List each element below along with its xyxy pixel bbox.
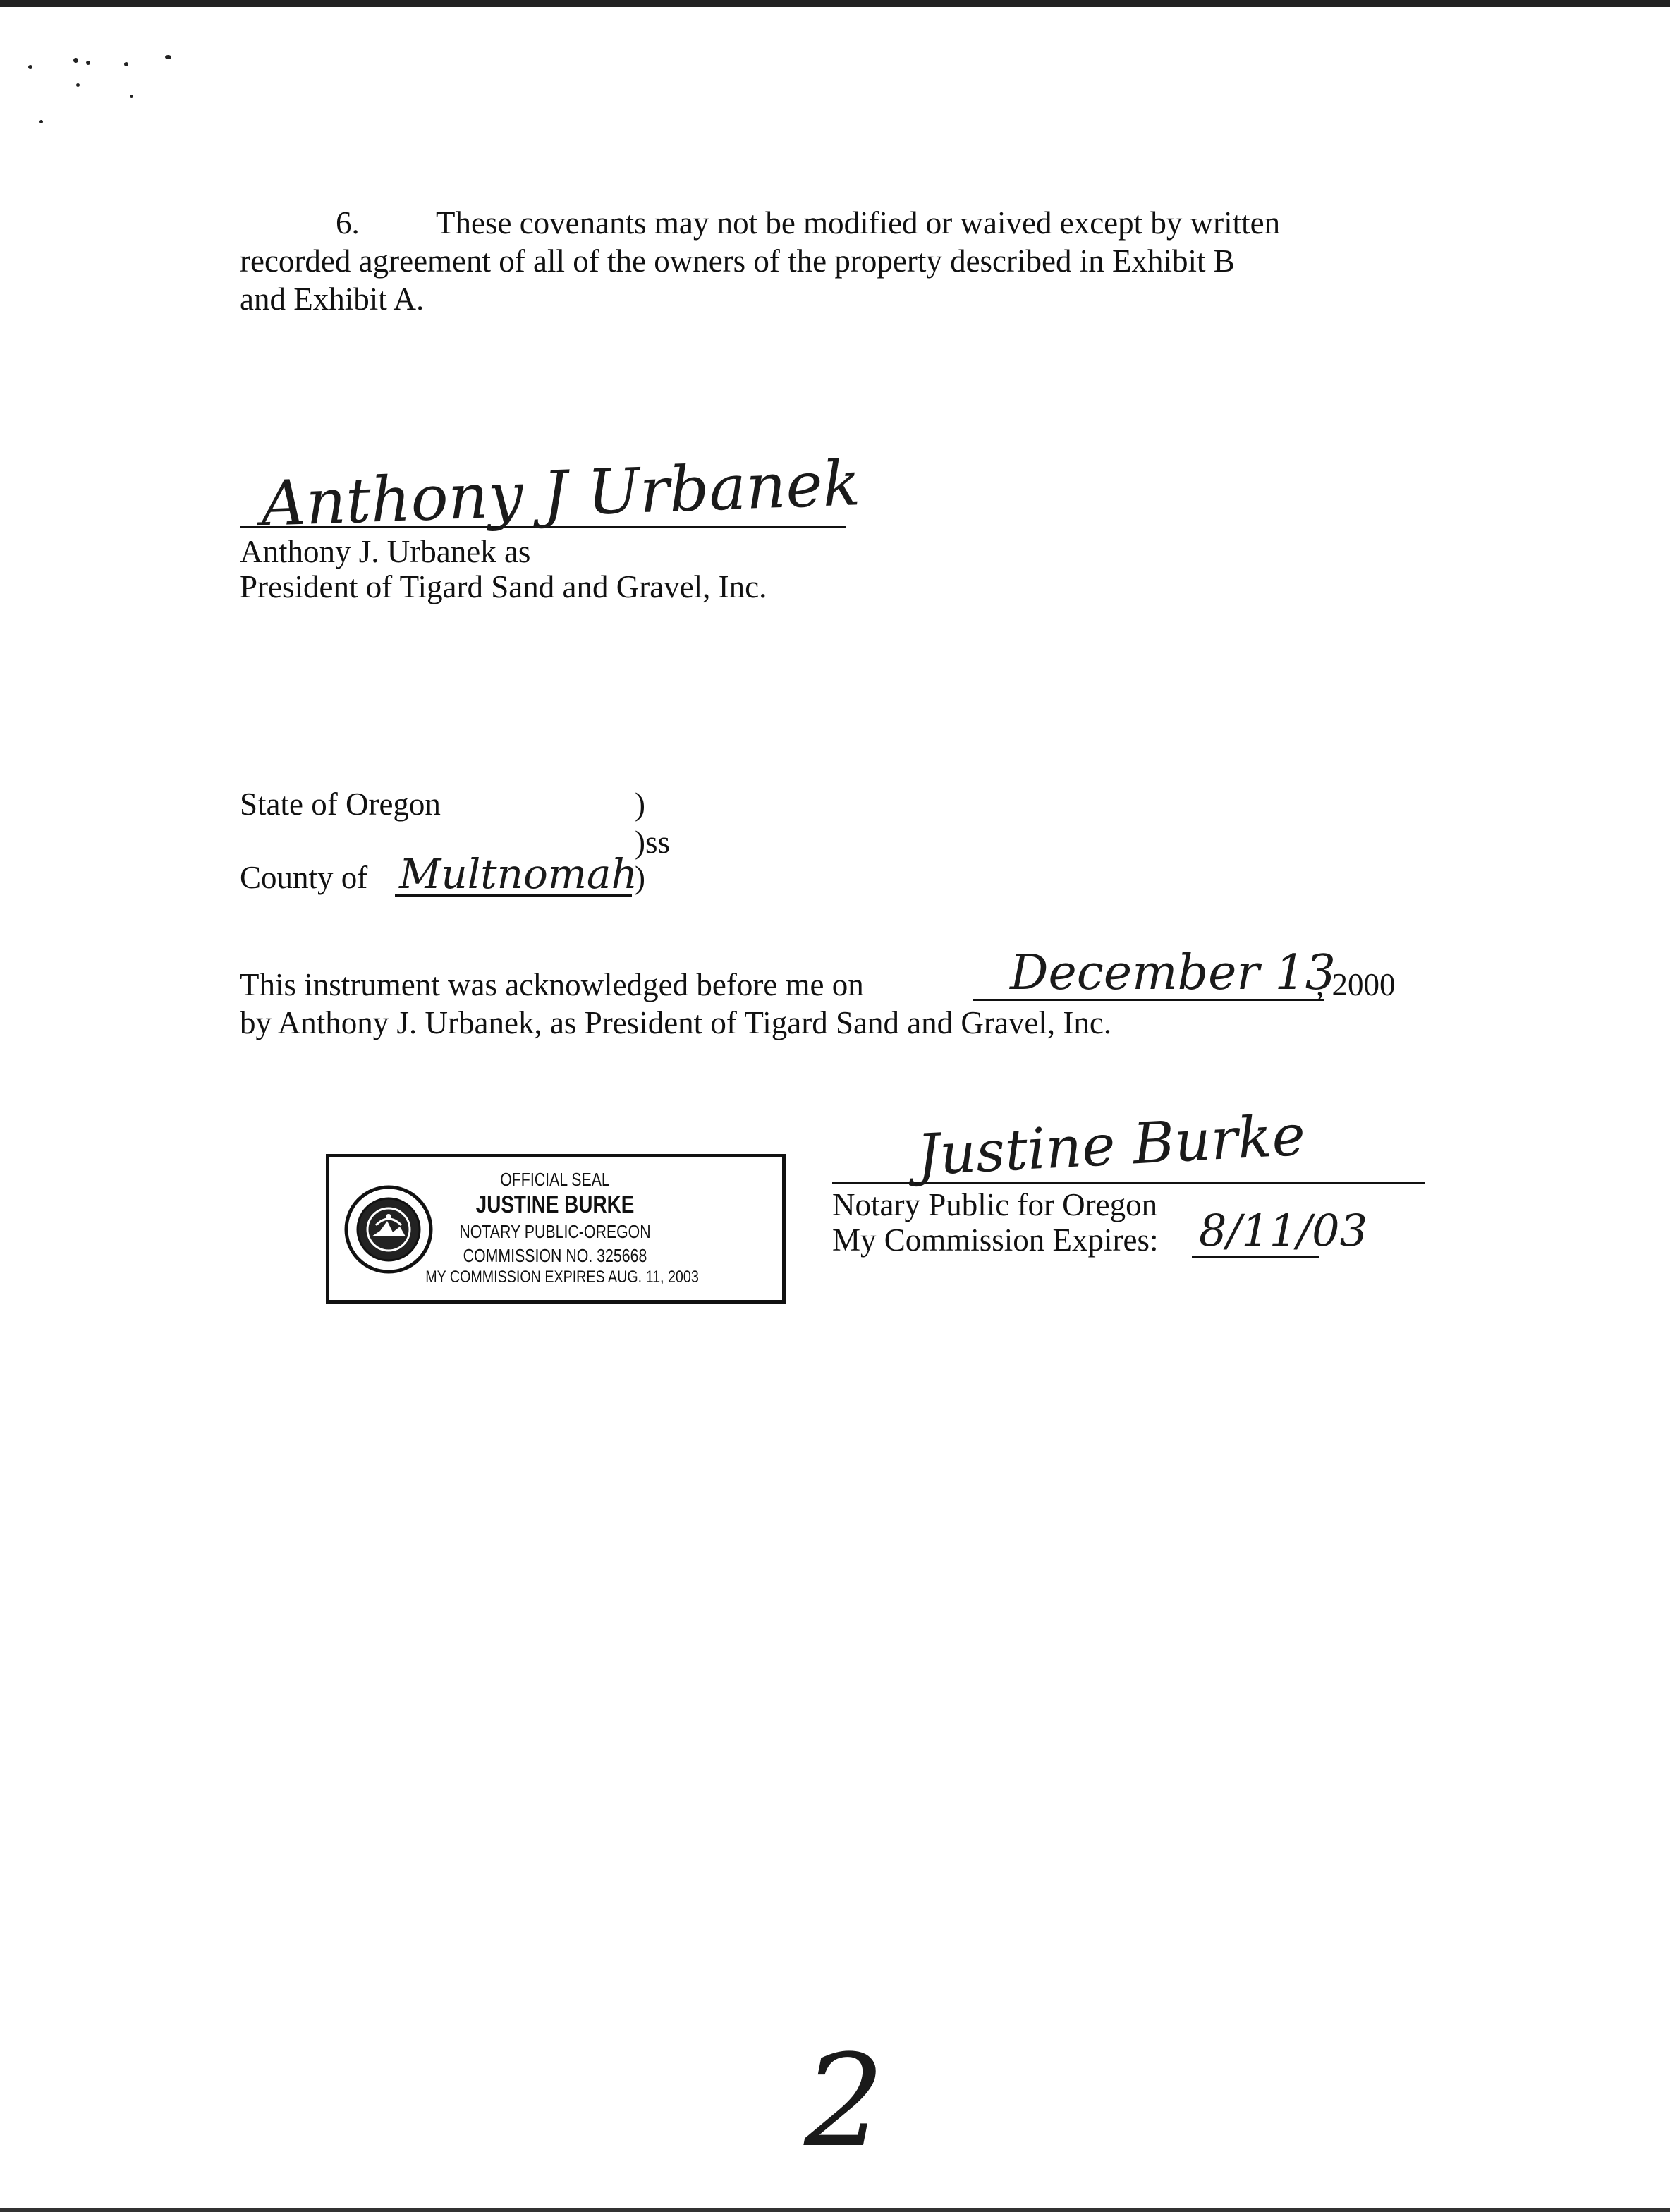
- urbanek-signature: Anthony J Urbanek: [260, 446, 862, 540]
- signatory-title: President of Tigard Sand and Gravel, Inc.: [240, 569, 767, 604]
- page-number: 2: [804, 2028, 885, 2175]
- official-seal-stamp: [326, 1154, 786, 1304]
- scan-speck: [76, 83, 80, 87]
- paragraph-line-3: and Exhibit A.: [240, 281, 425, 317]
- scan-speck: [86, 61, 90, 65]
- signatory-name: Anthony J. Urbanek as: [240, 534, 531, 569]
- paragraph-number: 6.: [336, 205, 360, 241]
- paragraph-line-2: recorded agreement of all of the owners of the property described in Exhibit B: [240, 243, 1235, 279]
- seal-heading: OFFICIAL SEAL: [500, 1169, 610, 1190]
- state-label: State of Oregon: [240, 786, 441, 822]
- oregon-state-seal-icon: [343, 1184, 434, 1275]
- acknowledgment-year: , 2000: [1316, 967, 1396, 1002]
- scan-speck: [165, 55, 171, 59]
- seal-commission-number: COMMISSION NO. 325668: [463, 1245, 647, 1266]
- scan-edge-top: [0, 0, 1670, 7]
- scan-speck: [124, 62, 128, 66]
- seal-title: NOTARY PUBLIC-OREGON: [459, 1221, 651, 1242]
- acknowledgment-line-2: by Anthony J. Urbanek, as President of Tigard Sand and Gravel, Inc.: [240, 1005, 1112, 1040]
- seal-expiration: MY COMMISSION EXPIRES AUG. 11, 2003: [425, 1268, 699, 1287]
- venue-paren-bottom: ): [635, 860, 645, 895]
- scan-speck: [130, 95, 133, 98]
- venue-ss: )ss: [635, 825, 671, 860]
- county-label: County of: [240, 860, 368, 895]
- scan-edge-bottom: [0, 2208, 1670, 2212]
- scan-speck: [73, 58, 78, 63]
- notary-signature: Justine Burke: [915, 1102, 1308, 1189]
- scan-speck: [28, 65, 32, 69]
- date-handwritten: December 13: [1010, 945, 1336, 1001]
- notary-title: Notary Public for Oregon: [832, 1187, 1158, 1222]
- venue-paren-top: ): [635, 786, 645, 822]
- acknowledgment-line-1: This instrument was acknowledged before me on: [240, 967, 864, 1002]
- seal-notary-name: JUSTINE BURKE: [475, 1191, 635, 1218]
- scan-speck: [39, 120, 43, 123]
- paragraph-line-1: These covenants may not be modified or waived except by written: [436, 205, 1281, 241]
- notary-expires-label: My Commission Expires:: [832, 1222, 1159, 1258]
- expires-handwritten: 8/11/03: [1199, 1205, 1368, 1256]
- county-handwritten: Multnomah: [399, 850, 638, 898]
